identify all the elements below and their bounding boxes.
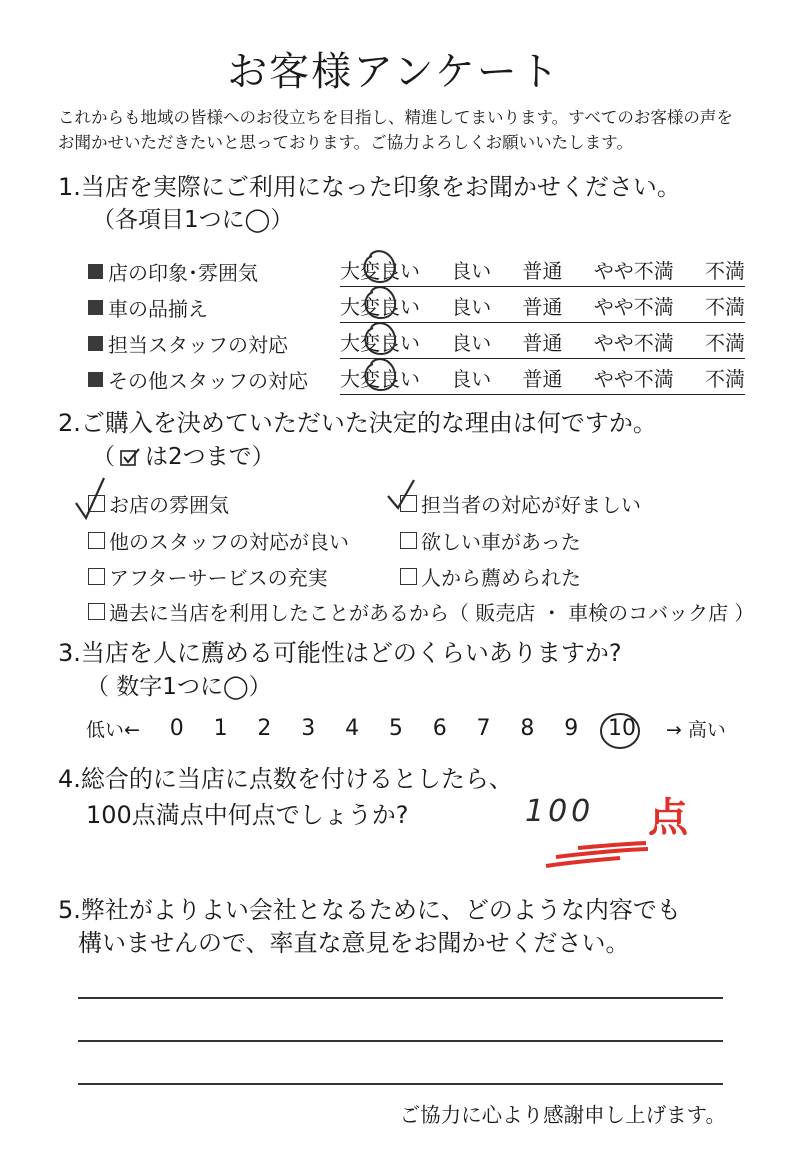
closing-message: ご協力に心より感謝申し上げます。: [399, 1103, 726, 1127]
page-title: お客様アンケート: [227, 49, 561, 95]
scale-normal[interactable]: 普通: [522, 295, 563, 319]
q3-low-label: 低い←: [86, 719, 140, 741]
q2-question: 2.ご購入を決めていただいた決定的な理由は何ですか。: [58, 409, 657, 437]
q4-question-line-1: 4.総合的に当店に点数を付けるとしたら、: [58, 765, 513, 793]
scale-very-good[interactable]: 大変良い: [340, 331, 420, 355]
q5-question-line-1: 5.弊社がよりよい会社となるために、どのような内容でも: [58, 896, 681, 924]
q3-number-1[interactable]: 1: [213, 716, 228, 741]
scale-somewhat-dissatisfied[interactable]: やや不満: [593, 295, 674, 319]
scale-very-good[interactable]: 大変良い: [340, 259, 420, 283]
scale-very-good[interactable]: 大変良い: [340, 295, 420, 319]
q3-number-3[interactable]: 3: [301, 716, 316, 741]
q3-number-6[interactable]: 6: [432, 716, 447, 741]
scale-somewhat-dissatisfied[interactable]: やや不満: [593, 367, 674, 391]
q4-red-underline-1: [578, 843, 646, 848]
q1-item-label: 車の品揃え: [108, 297, 208, 321]
q2-note-prefix: （: [92, 444, 115, 470]
scale-normal[interactable]: 普通: [522, 259, 563, 283]
scale-normal[interactable]: 普通: [522, 331, 563, 355]
intro-line-1: これからも地域の皆様へのお役立ちを目指し、精進してまいります。すべてのお客様の声を: [58, 108, 733, 127]
scale-dissatisfied[interactable]: 不満: [705, 295, 745, 319]
q1-note: （各項目1つに◯）: [92, 207, 294, 233]
scale-dissatisfied[interactable]: 不満: [705, 259, 745, 283]
scale-good[interactable]: 良い: [451, 367, 492, 391]
q5-question-line-2: 構いませんので、率直な意見をお聞かせください。: [78, 929, 630, 957]
scale-normal[interactable]: 普通: [522, 367, 563, 391]
q4-handwritten-score: 100: [525, 794, 595, 829]
scale-dissatisfied[interactable]: 不満: [705, 331, 745, 355]
q2-check-mark-1: [76, 478, 104, 518]
q3-circle-mark: [601, 714, 639, 748]
q3-number-4[interactable]: 4: [345, 716, 360, 741]
q1-circle-mark-1: [364, 251, 394, 282]
q3-number-7[interactable]: 7: [476, 716, 491, 741]
q3-number-5[interactable]: 5: [388, 716, 403, 741]
q2-check-mark-2: [388, 480, 414, 508]
q1-item-label: 店の印象･雰囲気: [108, 261, 258, 285]
q2-option-label: お店の雰囲気: [109, 493, 229, 517]
q3-number-9[interactable]: 9: [564, 716, 579, 741]
q1-circle-mark-4: [365, 359, 395, 390]
q2-option-label: 担当者の対応が好ましい: [421, 493, 641, 517]
q3-number-2[interactable]: 2: [257, 716, 272, 741]
q4-red-underline-3: [546, 858, 620, 866]
q2-option-label: 他のスタッフの対応が良い: [109, 530, 349, 554]
q2-option-label: 欲しい車があった: [421, 530, 581, 554]
q2-option-label: 過去に当店を利用したことがあるから（ 販売店 ・ 車検のコバック店 ）: [109, 601, 755, 625]
q4-question-line-2: 100点満点中何点でしょうか?: [86, 801, 409, 829]
q2-note-suffix: は2つまで）: [145, 444, 275, 470]
q2-option-label: アフターサービスの充実: [109, 566, 328, 590]
scale-somewhat-dissatisfied[interactable]: やや不満: [593, 259, 674, 283]
q1-item-label: その他スタッフの対応: [108, 369, 308, 393]
q3-number-0[interactable]: 0: [169, 716, 184, 741]
q3-high-label: → 高い: [665, 719, 726, 741]
q4-handwritten-unit: 点: [648, 795, 688, 841]
intro-line-2: お聞かせいただきたいと思っております。ご協力よろしくお願いいたします。: [58, 133, 633, 152]
scale-good[interactable]: 良い: [451, 295, 492, 319]
q1-item-label: 担当スタッフの対応: [108, 333, 288, 357]
q3-question: 3.当店を人に薦める可能性はどのくらいありますか?: [58, 639, 622, 667]
scale-somewhat-dissatisfied[interactable]: やや不満: [593, 331, 674, 355]
q1-question: 1.当店を実際にご利用になった印象をお聞かせください。: [58, 173, 681, 201]
q1-circle-mark-2: [365, 287, 395, 318]
scale-good[interactable]: 良い: [451, 259, 492, 283]
scale-good[interactable]: 良い: [451, 331, 492, 355]
scale-dissatisfied[interactable]: 不満: [705, 367, 745, 391]
q4-red-underline-2: [556, 849, 648, 857]
scale-very-good[interactable]: 大変良い: [340, 367, 420, 391]
q2-option-label: 人から薦められた: [421, 566, 581, 590]
q3-number-8[interactable]: 8: [520, 716, 535, 741]
q3-note: （ 数字1つに◯）: [86, 674, 272, 700]
q3-number-10[interactable]: 10: [608, 716, 637, 741]
q1-circle-mark-3: [365, 323, 395, 354]
